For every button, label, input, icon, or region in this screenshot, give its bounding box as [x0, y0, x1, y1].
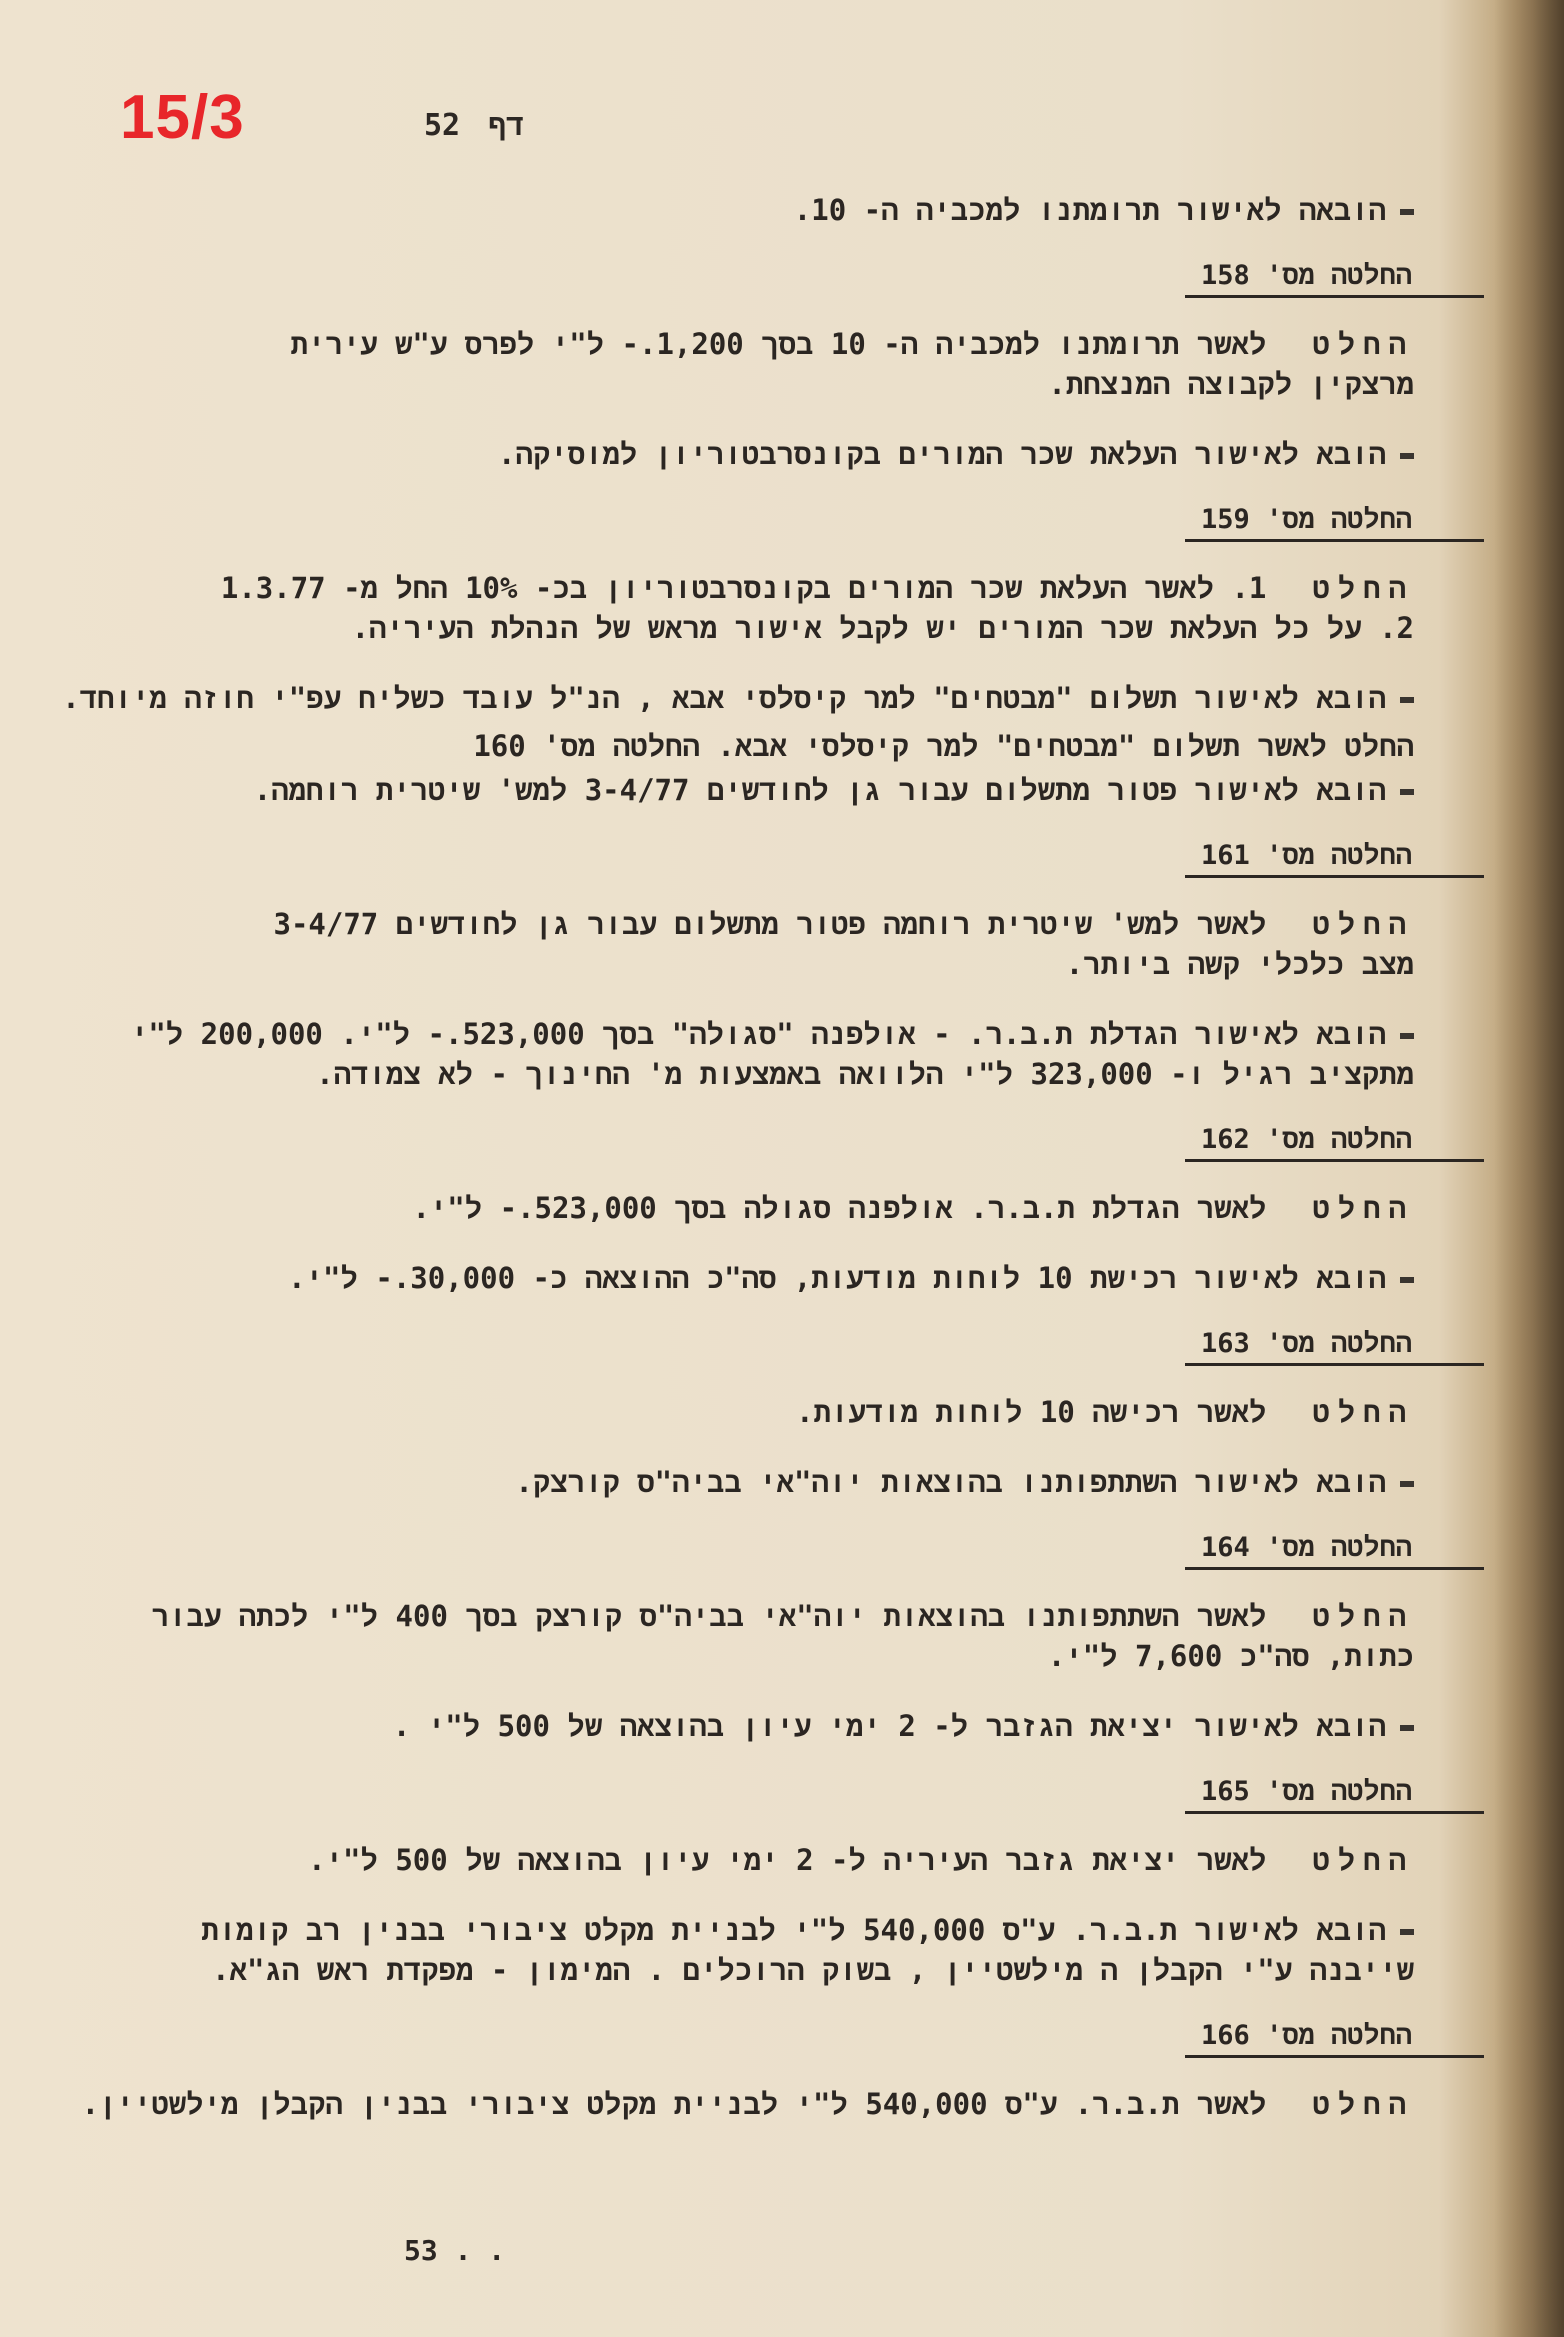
item-marker [1400, 1929, 1414, 1935]
resolution-label: החלטה מס' 163 [1185, 1328, 1484, 1366]
line-text: מתקציב רגיל ו- 323,000 ל"י הלוואה באמצעות מ' החינוך - לא צמודה. [316, 1057, 1414, 1091]
decision-label: החלט [1312, 907, 1414, 941]
line-text: 1. לאשר העלאת שכר המורים בקונסרבטוריון בכ- 10% החל מ- 1.3.77 [220, 571, 1267, 605]
decision-item [151, 1596, 1414, 1676]
proposal-line [62, 678, 1414, 718]
proposal-item [174, 1910, 1414, 1990]
resolution-label: החלטה מס' 162 [1185, 1124, 1484, 1162]
proposal-line [174, 1054, 1414, 1094]
decision-label: החלט [1312, 1191, 1414, 1225]
item-marker [1400, 453, 1414, 459]
item-marker [1400, 1481, 1414, 1487]
decision-label: החלט [1312, 1599, 1414, 1633]
item-marker [1400, 209, 1414, 215]
resolution-label: החלטה מס' 158 [1185, 260, 1484, 298]
proposal-line [130, 1014, 1414, 1054]
decision-line [174, 904, 1414, 944]
proposal-line [174, 434, 1414, 474]
decision-line [174, 1840, 1414, 1880]
proposal-item [174, 1462, 1414, 1502]
decision-label: החלט [1312, 2087, 1414, 2121]
proposal-item [130, 1014, 1414, 1094]
decision-label: החלט [1312, 327, 1414, 361]
line-text: לאשר הגדלת ת.ב.ר. אולפנה סגולה בסך 523,000.- ל"י. [412, 1191, 1267, 1225]
proposal-item [174, 434, 1414, 474]
resolution-number [174, 1124, 1484, 1162]
line-text: הובא לאישור ת.ב.ר. ע"ס 540,000 ל"י לבניית מקלט ציבורי בבנין רב קומות [201, 1913, 1386, 1947]
item-marker [1400, 697, 1414, 703]
minutes-body [62, 190, 1414, 2154]
item-marker [1400, 789, 1414, 795]
proposal-item [174, 1258, 1414, 1298]
resolution-number [174, 1776, 1484, 1814]
line-text: לאשר יציאת גזבר העיריה ל- 2 ימי עיון בהוצאה של 500 ל"י. [308, 1843, 1267, 1877]
proposal-line [174, 1950, 1414, 1990]
resolution-number [174, 2020, 1484, 2058]
item-marker [1400, 1725, 1414, 1731]
decision-line [174, 1392, 1414, 1432]
line-text: הובא לאישור הגדלת ת.ב.ר. - אולפנה "סגולה" בסך 523,000.- ל"י. 200,000 ל"י [130, 1017, 1386, 1051]
resolution-number [174, 504, 1484, 542]
resolution-label: החלטה מס' 164 [1185, 1532, 1484, 1570]
resolution-number [174, 1328, 1484, 1366]
header-page-number: 52 [424, 108, 461, 143]
decision-line [174, 364, 1414, 404]
decision-line [174, 568, 1414, 608]
decision-label: החלט [1312, 1395, 1414, 1429]
decision-line [174, 1188, 1414, 1228]
line-text: לאשר ת.ב.ר. ע"ס 540,000 ל"י לבניית מקלט ציבורי בבנין הקבלן מילשטיין. [81, 2087, 1267, 2121]
proposal-item [62, 678, 1414, 718]
line-text: מצב כלכלי קשה ביותר. [1065, 947, 1414, 981]
page-footer: 53 . . [404, 2234, 506, 2267]
resolution-number [174, 260, 1484, 298]
line-text: לאשר למש' שיטרית רוחמה פטור מתשלום עבור גן לחודשים 3-4/77 [273, 907, 1267, 941]
decision-line [174, 324, 1414, 364]
line-text: הובא לאישור השתתפותנו בהוצאות יוה"אי בביה"ס קורצק. [515, 1465, 1386, 1499]
page-header [396, 108, 524, 145]
line-text: הובא לאישור תשלום "מבטחים" למר קיסלסי אבא , הנ"ל עובד כשליח עפ"י חוזה מיוחד. [62, 681, 1386, 715]
proposal-item [174, 770, 1414, 810]
resolution-label: החלטה מס' 165 [1185, 1776, 1484, 1814]
decision-item [81, 2084, 1414, 2124]
resolution-inline [174, 726, 1414, 766]
resolution-label: החלטה מס' 159 [1185, 504, 1484, 542]
line-text: כתות, סה"כ 7,600 ל"י. [1047, 1639, 1414, 1673]
resolution-number [174, 840, 1484, 878]
line-text: הובא לאישור העלאת שכר המורים בקונסרבטוריון למוסיקה. [498, 437, 1386, 471]
decision-item [174, 1188, 1414, 1228]
decision-item [174, 568, 1414, 648]
line-text: שייבנה ע"י הקבלן ה מילשטיין , בשוק הרוכלים . המימון - מפקדת ראש הג"א. [212, 1953, 1414, 1987]
decision-line [81, 2084, 1414, 2124]
page-stamp: 15/3 [120, 83, 245, 152]
decision-line [174, 944, 1414, 984]
item-marker [1400, 1033, 1414, 1039]
resolution-label: החלטה מס' 161 [1185, 840, 1484, 878]
proposal-line [174, 1462, 1414, 1502]
proposal-line [174, 1910, 1414, 1950]
decision-item [174, 904, 1414, 984]
line-text: הובאה לאישור תרומתנו למכביה ה- 10. [793, 193, 1386, 227]
decision-line [174, 608, 1414, 648]
item-marker [1400, 1277, 1414, 1283]
line-text: 2. על כל העלאת שכר המורים יש לקבל אישור מראש של הנהלת העיריה. [351, 611, 1414, 645]
proposal-line [174, 1258, 1414, 1298]
decision-item [174, 324, 1414, 404]
decision-item [174, 1392, 1414, 1432]
line-text: לאשר רכישה 10 לוחות מודעות. [796, 1395, 1267, 1429]
decision-item [174, 1840, 1414, 1880]
decision-line [174, 1636, 1414, 1676]
line-text: מרצקין לקבוצה המנצחת. [1048, 367, 1414, 401]
proposal-item [174, 1706, 1414, 1746]
proposal-line [174, 770, 1414, 810]
header-word: דף [488, 108, 525, 143]
line-text: הובא לאישור פטור מתשלום עבור גן לחודשים 3-4/77 למש' שיטרית רוחמה. [253, 773, 1386, 807]
line-text: הובא לאישור רכישת 10 לוחות מודעות, סה"כ ההוצאה כ- 30,000.- ל"י. [288, 1261, 1386, 1295]
proposal-line [174, 1706, 1414, 1746]
resolution-label: החלטה מס' 166 [1185, 2020, 1484, 2058]
line-text: הובא לאישור יציאת הגזבר ל- 2 ימי עיון בהוצאה של 500 ל"י . [392, 1709, 1386, 1743]
resolution-inline-text: החלט לאשר תשלום "מבטחים" למר קיסלסי אבא. החלטה מס' 160 [473, 729, 1414, 763]
line-text: לאשר תרומתנו למכביה ה- 10 בסך 1,200.- ל"י לפרס ע"ש עירית [290, 327, 1267, 361]
resolution-number [174, 1532, 1484, 1570]
line-text: לאשר השתתפותנו בהוצאות יוה"אי בביה"ס קורצק בסך 400 ל"י לכתה עבור [151, 1599, 1267, 1633]
decision-label: החלט [1312, 571, 1414, 605]
proposal-line [174, 190, 1414, 230]
decision-label: החלט [1312, 1843, 1414, 1877]
proposal-item [174, 190, 1414, 230]
decision-line [151, 1596, 1414, 1636]
binding-shadow [1494, 0, 1564, 2337]
